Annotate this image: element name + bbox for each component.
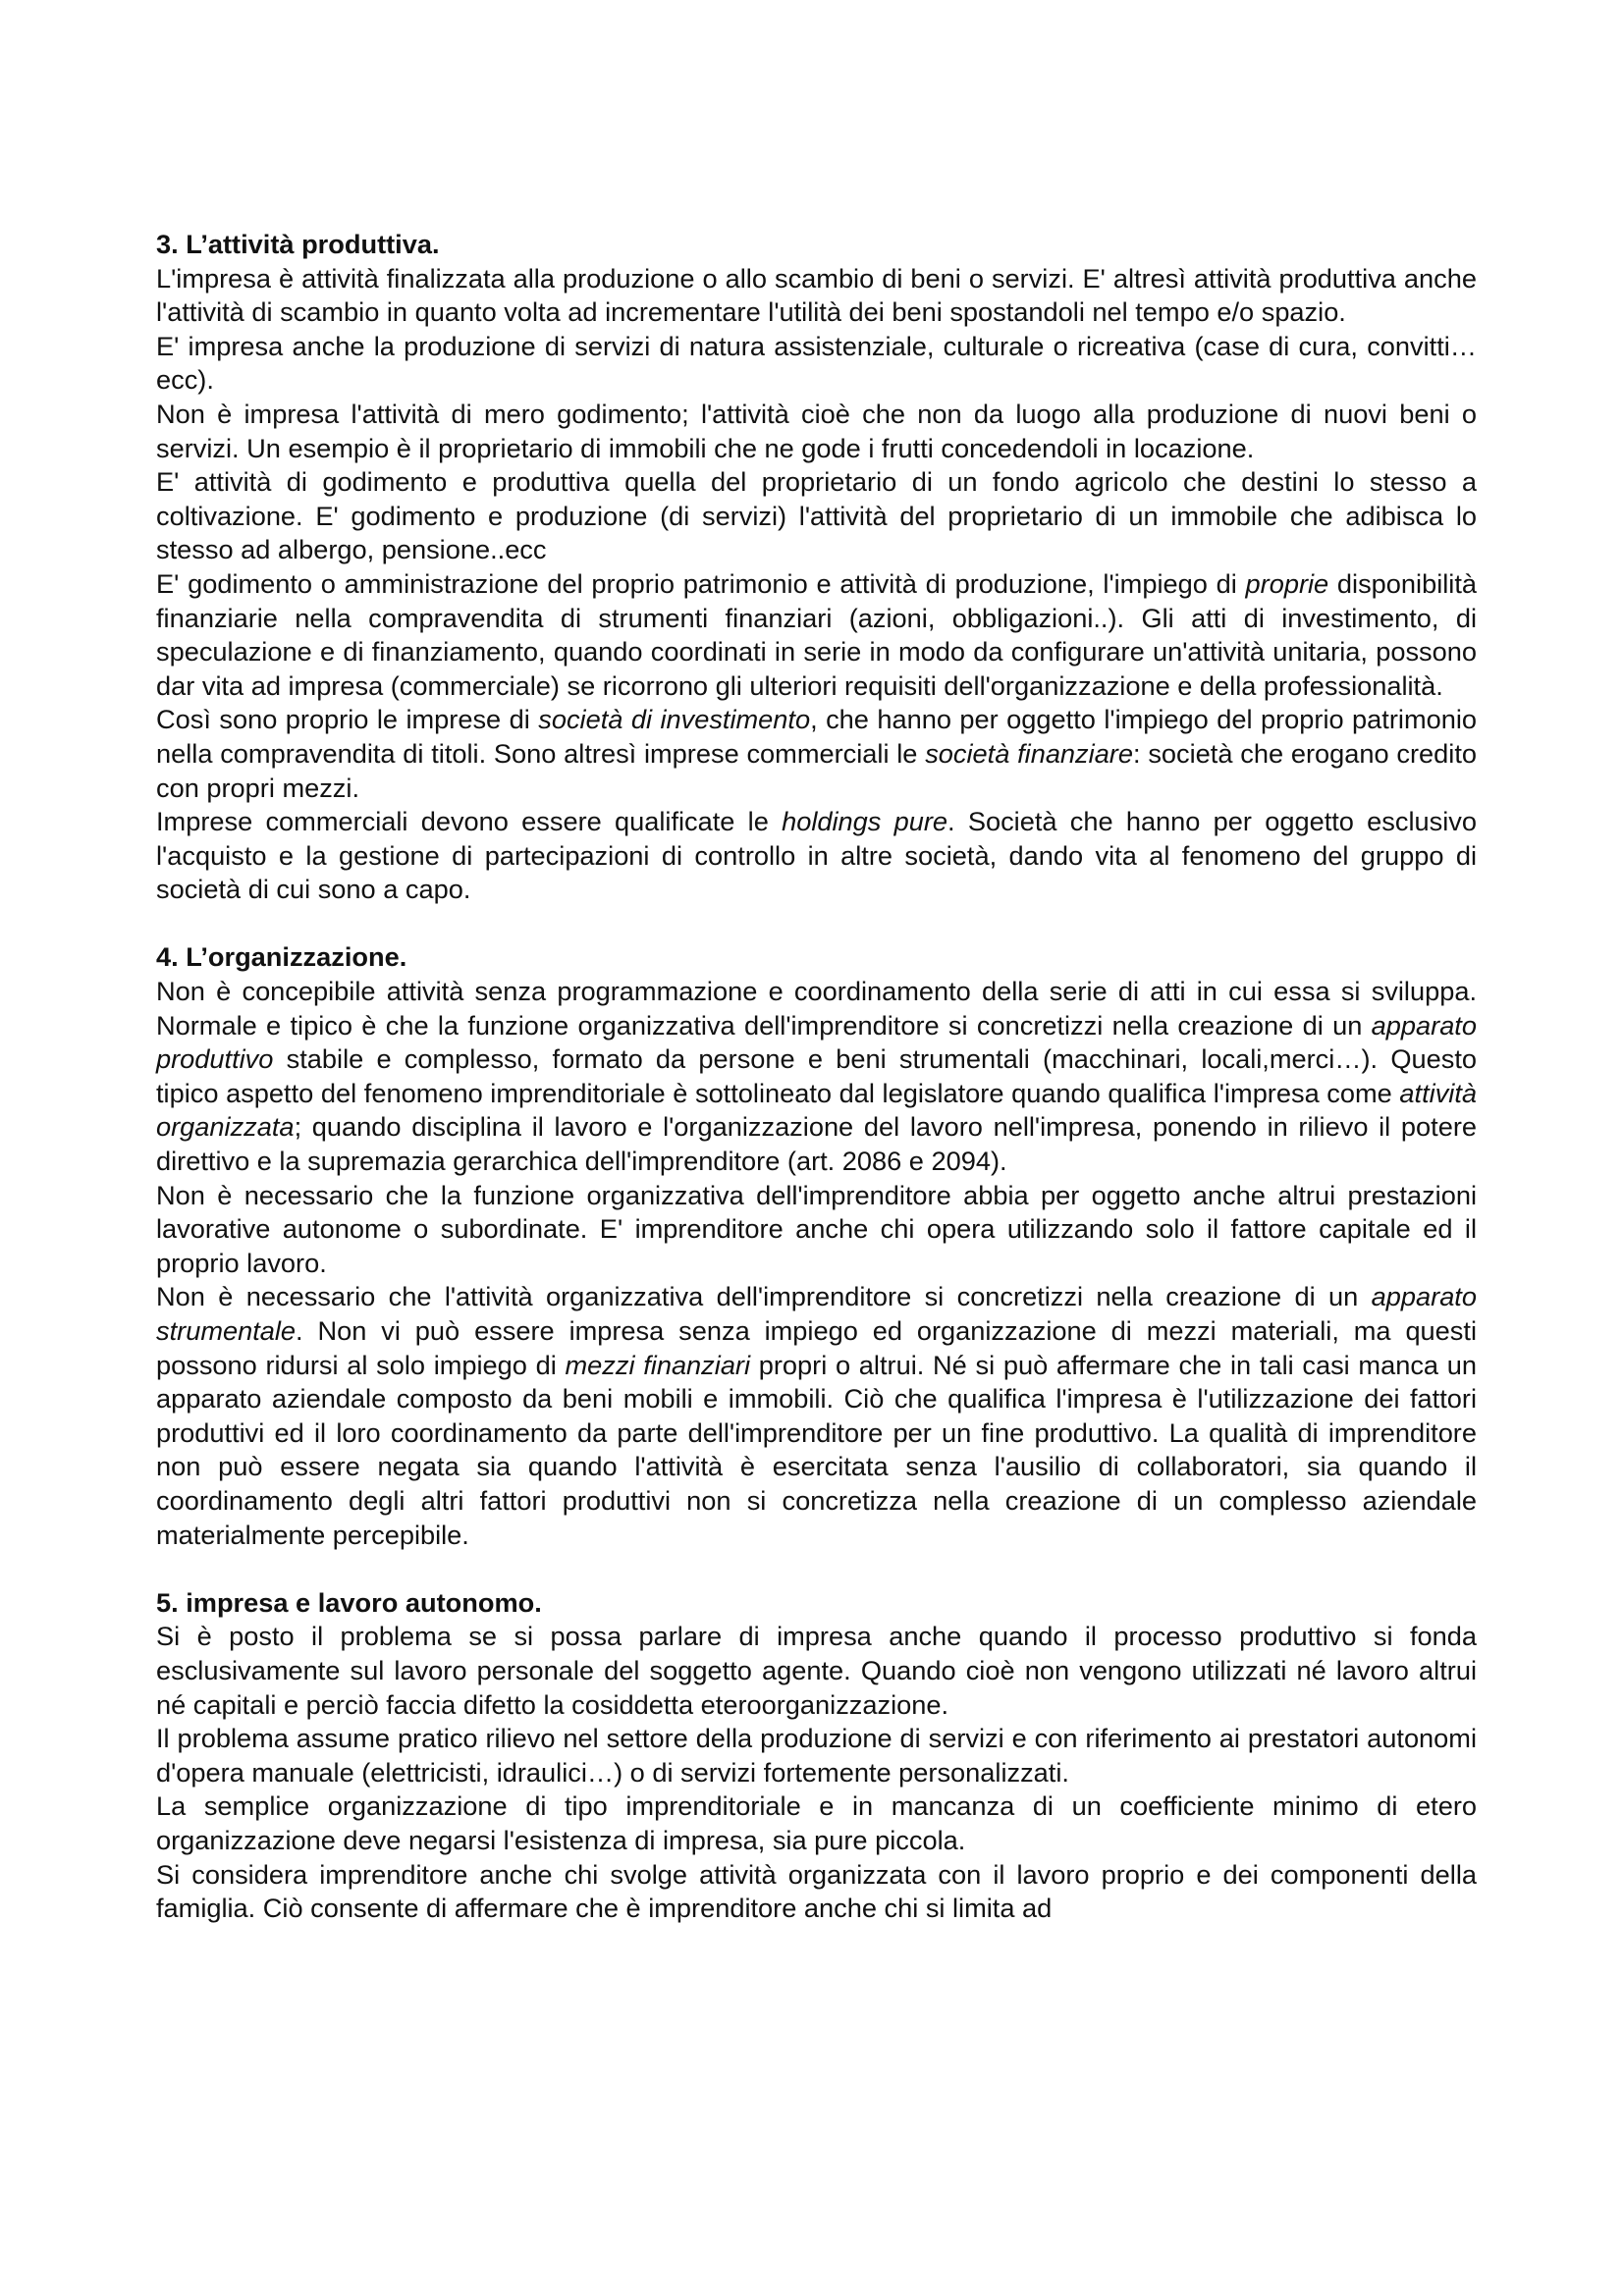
text-run: , che hanno per oggetto l'impiego del proprio patrimonio nella compravendita di titoli. Sono altresì imprese commerciali le: [156, 704, 1477, 769]
paragraph: [156, 1620, 1477, 1722]
text-run: E' impresa anche la produzione di servizi di natura assistenziale, culturale o ricreativa (case di cura, convitti… ecc).: [156, 330, 1477, 396]
italic-text: società di investimento: [538, 704, 811, 735]
section: [156, 1586, 1477, 1926]
text-run: Non è concepibile attività senza programmazione e coordinamento della serie di atti in cui essa si sviluppa. Normale e tipico è che la funzione organizzativa dell'imprenditore si concretizzi nella creazione di un: [156, 976, 1477, 1041]
document-page: [156, 228, 1477, 1926]
paragraph: [156, 975, 1477, 1179]
paragraph: [156, 1789, 1477, 1857]
text-run: Il problema assume pratico rilievo nel settore della produzione di servizi e con riferimento ai prestatori autonomi d'opera manuale (elettricisti, idraulici…) o di servizi fortemente personalizzati.: [156, 1723, 1477, 1788]
paragraph: [156, 1858, 1477, 1926]
text-run: . Non vi può essere impresa senza impiego ed organizzazione di mezzi materiali, ma questi possono ridursi al solo impiego di: [156, 1315, 1477, 1380]
paragraph: [156, 1722, 1477, 1789]
paragraph: [156, 1179, 1477, 1281]
section: [156, 228, 1477, 907]
italic-text: proprie: [1245, 567, 1329, 599]
italic-text: attività organizzata: [156, 1077, 1477, 1143]
italic-text: mezzi finanziari: [565, 1349, 751, 1380]
section-heading: 5. impresa e lavoro autonomo.: [156, 1586, 542, 1618]
text-run: Imprese commerciali devono essere qualificate le: [156, 806, 783, 837]
text-run: Si è posto il problema se si possa parlare di impresa anche quando il processo produttivo si fonda esclusivamente sul lavoro personale del soggetto agente. Quando cioè non vengono utilizzati né lavoro altrui né capitali e perciò faccia difetto la cosiddetta eteroorganizzazione.: [156, 1621, 1477, 1720]
text-run: E' attività di godimento e produttiva quella del proprietario di un fondo agricolo che destini lo stesso a coltivazione. E' godimento e produzione (di servizi) l'attività del proprietario di un immobile che adibisca lo stesso ad albergo, pensione..ecc: [156, 466, 1477, 565]
text-run: . Società che hanno per oggetto esclusivo l'acquisto e la gestione di partecipazioni di controllo in altre società, dando vita al fenomeno del gruppo di società di cui sono a capo.: [156, 806, 1477, 905]
text-run: La semplice organizzazione di tipo imprenditoriale e in mancanza di un coefficiente minimo di etero organizzazione deve negarsi l'esistenza di impresa, sia pure piccola.: [156, 1790, 1477, 1855]
text-run: E' godimento o amministrazione del proprio patrimonio e attività di produzione, l'impiego di: [156, 567, 1246, 599]
italic-text: holdings pure: [782, 806, 948, 837]
paragraph: [156, 1280, 1477, 1552]
section-heading: 4. L’organizzazione.: [156, 941, 407, 973]
text-run: Non è necessario che l'attività organizzativa dell'imprenditore si concretizzi nella creazione di un: [156, 1281, 1372, 1312]
text-run: ; quando disciplina il lavoro e l'organizzazione del lavoro nell'impresa, ponendo in rilievo il potere direttivo e la supremazia gerarchica dell'imprenditore (art. 2086 e 2094).: [156, 1111, 1477, 1177]
section-heading: 3. L’attività produttiva.: [156, 229, 440, 259]
paragraph: [156, 805, 1477, 907]
text-run: Non è impresa l'attività di mero godimento; l'attività cioè che non da luogo alla produzione di nuovi beni o servizi. Un esempio è il proprietario di immobili che ne gode i frutti concedendoli in locazione.: [156, 398, 1477, 463]
section: [156, 940, 1477, 1552]
paragraph: [156, 567, 1477, 703]
paragraph: [156, 262, 1477, 330]
paragraph: [156, 330, 1477, 398]
italic-text: apparato strumentale: [156, 1281, 1477, 1346]
text-run: Non è necessario che la funzione organizzativa dell'imprenditore abbia per oggetto anche altrui prestazioni lavorative autonome o subordinate. E' imprenditore anche chi opera utilizzando solo il fattore capitale ed il proprio lavoro.: [156, 1179, 1477, 1278]
text-run: stabile e complesso, formato da persone e beni strumentali (macchinari, locali,merci…). Questo tipico aspetto del fenomeno imprenditoriale è sottolineato dal legislatore quando qualifica l'impresa come: [156, 1043, 1477, 1108]
paragraph: [156, 465, 1477, 567]
paragraph: [156, 398, 1477, 465]
text-run: Si considera imprenditore anche chi svolge attività organizzata con il lavoro proprio e dei componenti della famiglia. Ciò consente di affermare che è imprenditore anche chi si limita ad: [156, 1858, 1477, 1924]
italic-text: società finanziare: [925, 737, 1133, 769]
text-run: L'impresa è attività finalizzata alla produzione o allo scambio di beni o servizi. E' altresì attività produttiva anche l'attività di scambio in quanto volta ad incrementare l'utilità dei beni spostandoli nel tempo e/o spazio.: [156, 262, 1477, 328]
text-run: propri o altrui. Né si può affermare che in tali casi manca un apparato aziendale composto da beni mobili e immobili. Ciò che qualifica l'impresa è l'utilizzazione dei fattori produttivi ed il loro coordinamento da parte dell'imprenditore per un fine produttivo. La qualità di imprenditore non può essere negata sia quando l'attività è esercitata senza l'ausilio di collaboratori, sia quando il coordinamento degli altri fattori produttivi non si concretizza nella creazione di un complesso aziendale materialmente percepibile.: [156, 1349, 1477, 1550]
text-run: Così sono proprio le imprese di: [156, 704, 539, 735]
document-body: [156, 228, 1477, 1926]
text-run: : società che erogano credito con propri mezzi.: [156, 737, 1477, 803]
paragraph: [156, 703, 1477, 805]
italic-text: apparato produttivo: [156, 1009, 1477, 1075]
text-run: disponibilità finanziarie nella compravendita di strumenti finanziari (azioni, obbligazioni..). Gli atti di investimento, di speculazione e di finanziamento, quando coordinati in serie in modo da configurare un'attività unitaria, possono dar vita ad impresa (commerciale) se ricorrono gli ulteriori requisiti dell'organizzazione e della professionalità.: [156, 567, 1477, 701]
